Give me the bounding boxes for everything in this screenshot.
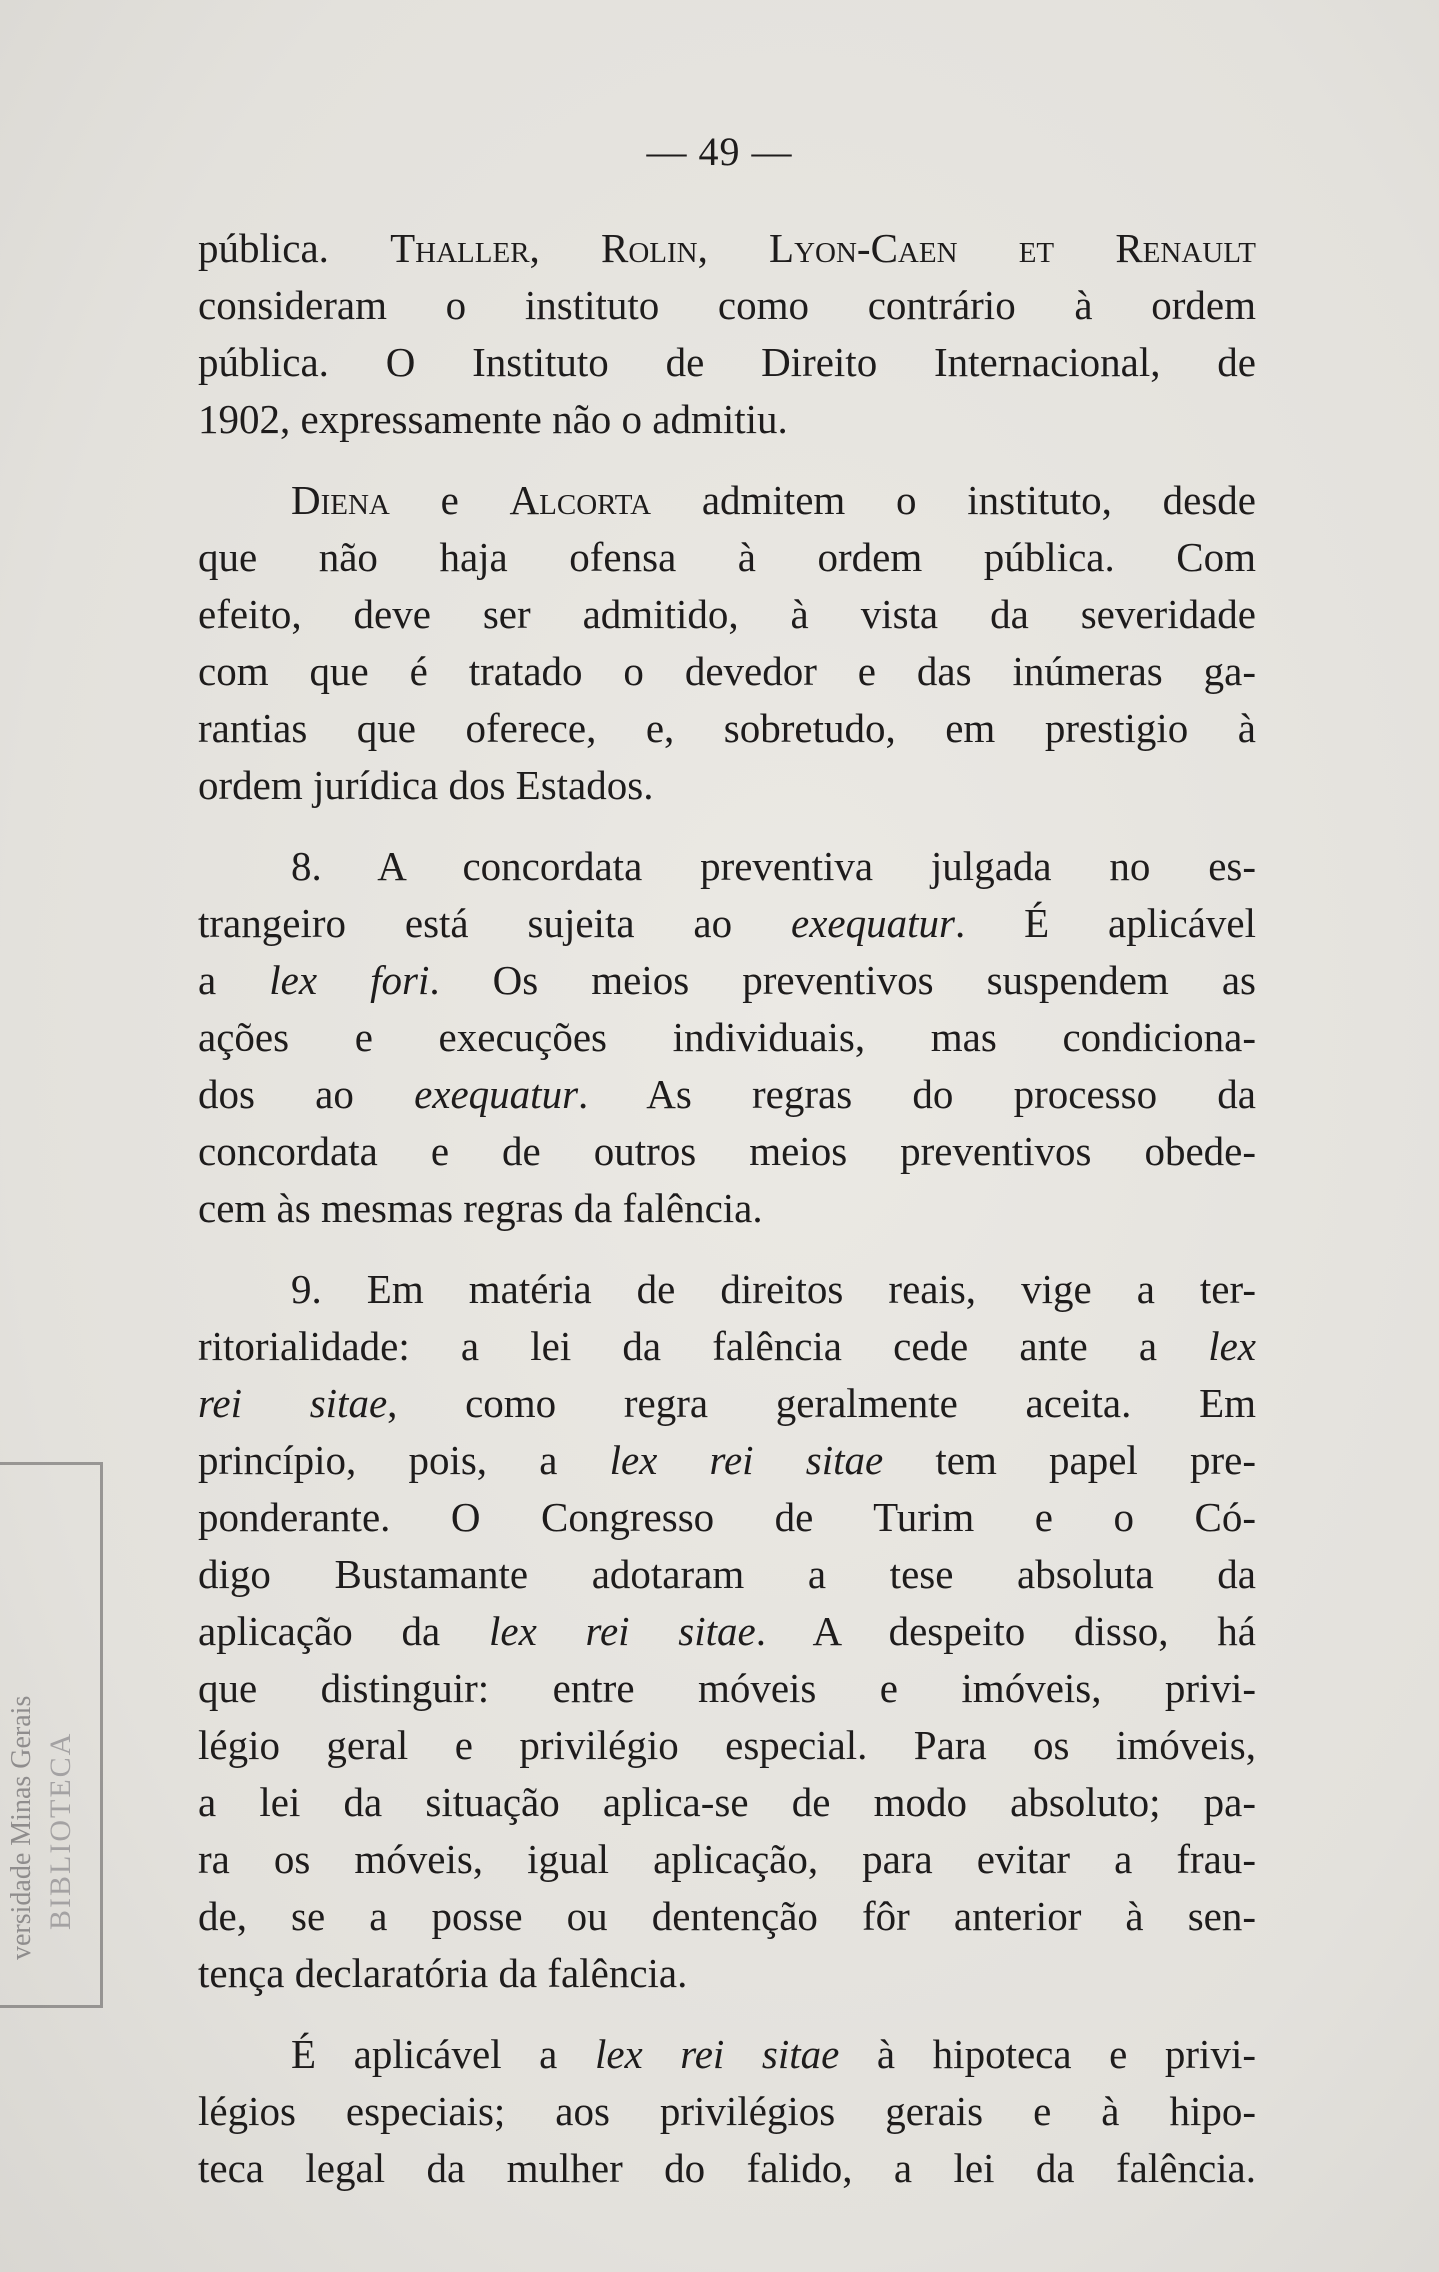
library-stamp-text: versidade Minas Gerais xyxy=(6,1695,37,1960)
page-number: — 49 — xyxy=(646,129,793,174)
text-line: É aplicável a lex rei sitae à hipoteca e privi- xyxy=(291,2031,1256,2077)
text-line: rantias que oferece, e, sobretudo, em prestigio à xyxy=(198,705,1256,751)
text-line: aplicação da lex rei sitae. A despeito disso, há xyxy=(198,1608,1256,1654)
text-line: légio geral e privilégio especial. Para os imóveis, xyxy=(198,1722,1256,1768)
text-line: pública. O Instituto de Direito Internacional, de xyxy=(198,339,1256,385)
paragraph-5 xyxy=(198,2026,1256,2197)
text-line: a lei da situação aplica-se de modo absoluto; pa- xyxy=(198,1779,1256,1825)
paragraph-1 xyxy=(198,220,1256,448)
text-line: efeito, deve ser admitido, à vista da severidade xyxy=(198,591,1256,637)
text-line: tença declaratória da falência. xyxy=(198,1950,688,1996)
text-line: princípio, pois, a lex rei sitae tem papel pre- xyxy=(198,1437,1256,1483)
paragraph-2 xyxy=(198,472,1256,814)
paragraph-3 xyxy=(198,838,1256,1237)
text-line: Diena e Alcorta admitem o instituto, desde xyxy=(291,477,1256,523)
text-line: ações e execuções individuais, mas condiciona- xyxy=(198,1014,1256,1060)
text-line: 1902, expressamente não o admitiu. xyxy=(198,396,788,442)
body-text xyxy=(198,220,1256,2197)
text-line: 9. Em matéria de direitos reais, vige a ter- xyxy=(291,1266,1256,1312)
text-line: com que é tratado o devedor e das inúmeras ga- xyxy=(198,648,1256,694)
text-line: ponderante. O Congresso de Turim e o Có- xyxy=(198,1494,1256,1540)
text-line: dos ao exequatur. As regras do processo da xyxy=(198,1071,1256,1117)
text-line: cem às mesmas regras da falência. xyxy=(198,1185,763,1231)
text-line: teca legal da mulher do falido, a lei da falência. xyxy=(198,2145,1256,2191)
text-line: de, se a posse ou dentenção fôr anterior à sen- xyxy=(198,1893,1256,1939)
text-line: ritorialidade: a lei da falência cede ante a lex xyxy=(198,1323,1256,1369)
text-line: ra os móveis, igual aplicação, para evitar a frau- xyxy=(198,1836,1256,1882)
text-line: consideram o instituto como contrário à ordem xyxy=(198,282,1256,328)
text-line: que distinguir: entre móveis e imóveis, privi- xyxy=(198,1665,1256,1711)
text-line: pública. Thaller, Rolin, Lyon-Caen et Renault xyxy=(198,225,1256,271)
paragraph-4 xyxy=(198,1261,1256,2002)
text-line: 8. A concordata preventiva julgada no es- xyxy=(291,843,1256,889)
text-line: légios especiais; aos privilégios gerais e à hipo- xyxy=(198,2088,1256,2134)
library-stamp-label: BIBLIOTECA xyxy=(44,1731,77,1930)
text-line: rei sitae, como regra geralmente aceita. Em xyxy=(198,1380,1256,1426)
text-line: ordem jurídica dos Estados. xyxy=(198,762,654,808)
text-line: concordata e de outros meios preventivos obede- xyxy=(198,1128,1256,1174)
text-line: a lex fori. Os meios preventivos suspendem as xyxy=(198,957,1256,1003)
text-line: trangeiro está sujeita ao exequatur. É aplicável xyxy=(198,900,1256,946)
text-line: que não haja ofensa à ordem pública. Com xyxy=(198,534,1256,580)
text-line: digo Bustamante adotaram a tese absoluta da xyxy=(198,1551,1256,1597)
